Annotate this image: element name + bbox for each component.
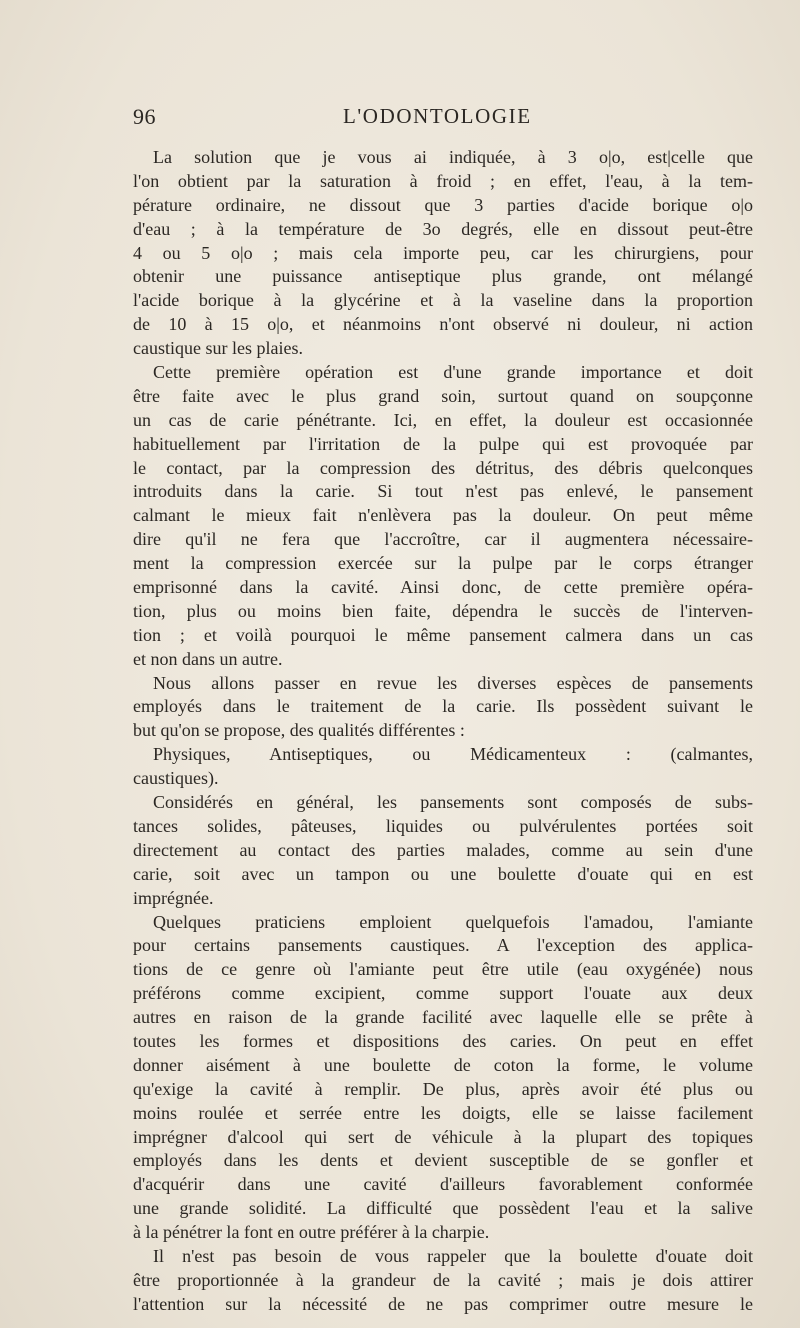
text-line: caustiques). (133, 768, 219, 789)
text-line: directement au contact des parties malades, comme au sein d'une (133, 839, 753, 860)
text-line: dire qu'il ne fera que l'accroître, car il augmentera nécessaire- (133, 529, 753, 550)
body-text (133, 146, 753, 1317)
text-line: Nous allons passer en revue les diverses espèces de pansements (153, 672, 753, 693)
text-line: l'attention sur la nécessité de ne pas comprimer outre mesure le (133, 1293, 753, 1314)
text-line: qu'exige la cavité à remplir. De plus, après avoir été plus ou (133, 1078, 753, 1099)
text-line: tances solides, pâteuses, liquides ou pulvérulentes portées soit (133, 815, 753, 836)
text-line: une grande solidité. La difficulté que possèdent l'eau et la salive (133, 1198, 753, 1219)
text-line: employés dans les dents et devient susceptible de se gonfler et (133, 1150, 753, 1171)
text-line: l'on obtient par la saturation à froid ; en effet, l'eau, à la tem- (133, 170, 753, 191)
text-line: 4 ou 5 o|o ; mais cela importe peu, car les chirurgiens, pour (133, 242, 753, 263)
text-line: calmant le mieux fait n'enlèvera pas la douleur. On peut même (133, 505, 753, 526)
text-line: d'eau ; à la température de 3o degrés, elle en dissout peut-être (133, 218, 753, 239)
text-line: ment la compression exercée sur la pulpe par le corps étranger (133, 553, 753, 574)
text-line: et non dans un autre. (133, 648, 283, 669)
running-head (133, 104, 765, 134)
text-line: Cette première opération est d'une grande importance et doit (153, 362, 753, 383)
text-line: le contact, par la compression des détritus, des débris quelconques (133, 457, 753, 478)
text-line: tions de ce genre où l'amiante peut être utile (eau oxygénée) nous (133, 959, 753, 980)
text-line: emprisonné dans la cavité. Ainsi donc, de cette première opéra- (133, 577, 753, 598)
text-line: Il n'est pas besoin de vous rappeler que la boulette d'ouate doit (153, 1245, 753, 1266)
text-line: introduits dans la carie. Si tout n'est pas enlevé, le pansement (133, 481, 753, 502)
text-line: toutes les formes et dispositions des caries. On peut en effet (133, 1030, 753, 1051)
text-line: Considérés en général, les pansements sont composés de subs- (153, 792, 753, 813)
text-line: l'acide borique à la glycérine et à la vaseline dans la proportion (133, 290, 753, 311)
text-line: autres en raison de la grande facilité avec laquelle elle se prête à (133, 1007, 753, 1028)
text-line: Quelques praticiens emploient quelquefois l'amadou, l'amiante (153, 911, 753, 932)
text-line: tion ; et voilà pourquoi le même pansement calmera dans un cas (133, 624, 753, 645)
page-number: 96 (133, 104, 156, 129)
text-line: imprégnée. (133, 887, 214, 908)
text-line: de 10 à 15 o|o, et néanmoins n'ont observé ni douleur, ni action (133, 314, 753, 335)
text-line: donner aisément à une boulette de coton la forme, le volume (133, 1054, 753, 1075)
text-line: tion, plus ou moins bien faite, dépendra le succès de l'interven- (133, 600, 753, 621)
running-title: L'ODONTOLOGIE (343, 104, 532, 128)
text-line: caustique sur les plaies. (133, 338, 303, 359)
text-line: pérature ordinaire, ne dissout que 3 parties d'acide borique o|o (133, 194, 753, 215)
text-line: obtenir une puissance antiseptique plus grande, ont mélangé (133, 266, 753, 287)
text-line: être proportionnée à la grandeur de la cavité ; mais je dois attirer (133, 1269, 753, 1290)
text-line: habituellement par l'irritation de la pulpe qui est provoquée par (133, 433, 753, 454)
text-line: La solution que je vous ai indiquée, à 3 o|o, est|celle que (153, 147, 753, 167)
text-line: employés dans le traitement de la carie. Ils possèdent suivant le (133, 696, 753, 717)
text-line: but qu'on se propose, des qualités différentes : (133, 720, 465, 741)
text-line: préférons comme excipient, comme support l'ouate aux deux (133, 983, 753, 1004)
text-line: pour certains pansements caustiques. A l'exception des applica- (133, 935, 753, 956)
text-line: Physiques, Antiseptiques, ou Médicamenteux : (calmantes, (153, 744, 753, 765)
text-line: un cas de carie pénétrante. Ici, en effet, la douleur est occasionnée (133, 409, 753, 430)
text-line: moins roulée et serrée entre les doigts, elle se laisse facilement (133, 1102, 753, 1123)
text-line: à la pénétrer la font en outre préférer à la charpie. (133, 1222, 490, 1243)
text-line: d'acquérir dans une cavité d'ailleurs favorablement conformée (133, 1174, 753, 1195)
text-line: imprégner d'alcool qui sert de véhicule à la plupart des topiques (133, 1126, 753, 1147)
text-line: être faite avec le plus grand soin, surtout quand on soupçonne (133, 385, 753, 406)
text-line: carie, soit avec un tampon ou une boulette d'ouate qui en est (133, 863, 753, 884)
